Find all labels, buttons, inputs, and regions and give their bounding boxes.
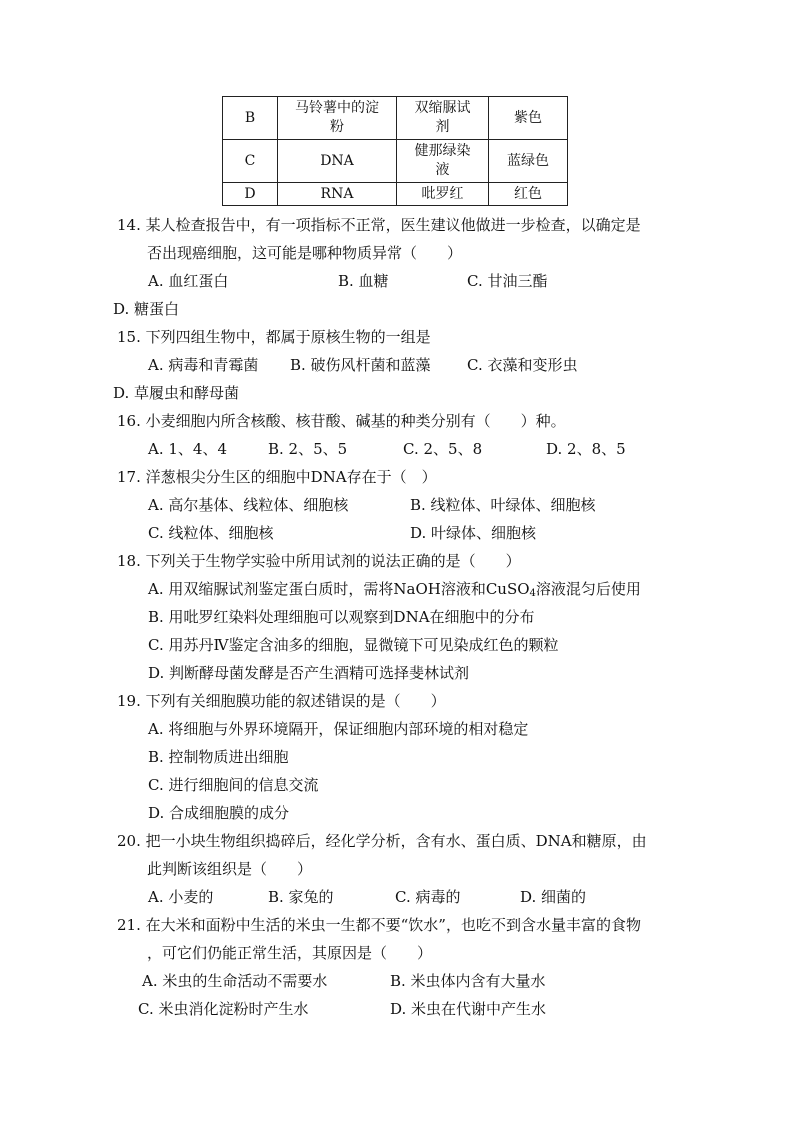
question-21-stem: 21. 在大米和面粉中生活的米虫一生都不要“饮水”，也吃不到含水量丰富的食物 [117,916,641,934]
question-18-option-a: A. 用双缩脲试剂鉴定蛋白质时，需将NaOH溶液和CuSO$_4$溶液混匀后使用 [148,580,641,599]
question-17-stem: 17. 洋葱根尖分生区的细胞中DNA存在于（ ） [117,468,437,486]
question-18-option-b: B. 用吡罗红染料处理细胞可以观察到DNA在细胞中的分布 [148,608,535,626]
table-cell: 健那绿染 液 [397,140,489,183]
question-20-stem-cont: 此判断该组织是（ ） [147,860,313,878]
question-18-option-c: C. 用苏丹Ⅳ鉴定含油多的细胞，显微镜下可见染成红色的颗粒 [148,636,559,654]
question-14-stem: 14. 某人检查报告中，有一项指标不正常，医生建议他做进一步检查，以确定是 [117,216,641,234]
question-20-option-d: D. 细菌的 [520,888,587,906]
question-20-option-c: C. 病毒的 [395,888,461,906]
table-row [223,97,568,140]
table-cell: RNA [278,183,397,206]
question-14-stem-cont: 否出现癌细胞，这可能是哪种物质异常（ ） [147,244,463,262]
reagent-table [222,96,568,206]
table-cell: 红色 [489,183,568,206]
question-15-option-d: D. 草履虫和酵母菌 [113,384,240,402]
question-14-option-b: B. 血糖 [338,272,389,290]
question-19-stem: 19. 下列有关细胞膜功能的叙述错误的是（ ） [117,692,446,710]
question-20-option-a: A. 小麦的 [148,888,214,906]
question-15-option-c: C. 衣藻和变形虫 [467,356,578,374]
question-17-option-c: C. 线粒体、细胞核 [148,524,274,542]
question-19-option-a: A. 将细胞与外界环境隔开，保证细胞内部环境的相对稳定 [148,720,529,738]
table-cell: B [223,97,278,140]
question-19-option-c: C. 进行细胞间的信息交流 [148,776,319,794]
table-cell: 吡罗红 [397,183,489,206]
question-15-stem: 15. 下列四组生物中，都属于原核生物的一组是 [117,328,431,346]
question-21-stem-cont: ，可它们仍能正常生活，其原因是（ ） [147,944,433,962]
question-18-option-d: D. 判断酵母菌发酵是否产生酒精可选择斐林试剂 [148,664,470,682]
table-cell: DNA [278,140,397,183]
question-15-option-b: B. 破伤风杆菌和蓝藻 [290,356,431,374]
table-cell: 双缩脲试 剂 [397,97,489,140]
table-cell: C [223,140,278,183]
question-16-option-a: A. 1、4、4 [148,440,227,458]
question-16-stem: 16. 小麦细胞内所含核酸、核苷酸、碱基的种类分别有（ ）种。 [117,412,566,430]
question-18-stem: 18. 下列关于生物学实验中所用试剂的说法正确的是（ ） [117,552,521,570]
question-17-option-b: B. 线粒体、叶绿体、细胞核 [410,496,596,514]
question-14-option-d: D. 糖蛋白 [113,300,180,318]
question-21-option-c: C. 米虫消化淀粉时产生水 [138,1000,309,1018]
table-row [223,140,568,183]
question-17-option-d: D. 叶绿体、细胞核 [410,524,537,542]
question-16-option-d: D. 2、8、5 [546,440,626,458]
table-row [223,183,568,206]
question-20-stem: 20. 把一小块生物组织捣碎后，经化学分析，含有水、蛋白质、DNA和糖原，由 [117,832,647,850]
table-cell: 紫色 [489,97,568,140]
question-16-option-c: C. 2、5、8 [403,440,483,458]
question-17-option-a: A. 高尔基体、线粒体、细胞核 [148,496,349,514]
question-19-option-b: B. 控制物质进出细胞 [148,748,289,766]
question-21-option-b: B. 米虫体内含有大量水 [390,972,546,990]
table-cell: 蓝绿色 [489,140,568,183]
question-20-option-b: B. 家兔的 [268,888,334,906]
question-16-option-b: B. 2、5、5 [268,440,348,458]
question-14-option-c: C. 甘油三酯 [467,272,548,290]
table-cell: D [223,183,278,206]
question-21-option-a: A. 米虫的生命活动不需要水 [142,972,328,990]
table-cell: 马铃薯中的淀 粉 [278,97,397,140]
question-21-option-d: D. 米虫在代谢中产生水 [390,1000,547,1018]
question-15-option-a: A. 病毒和青霉菌 [148,356,259,374]
question-19-option-d: D. 合成细胞膜的成分 [148,804,290,822]
question-14-option-a: A. 血红蛋白 [148,272,229,290]
